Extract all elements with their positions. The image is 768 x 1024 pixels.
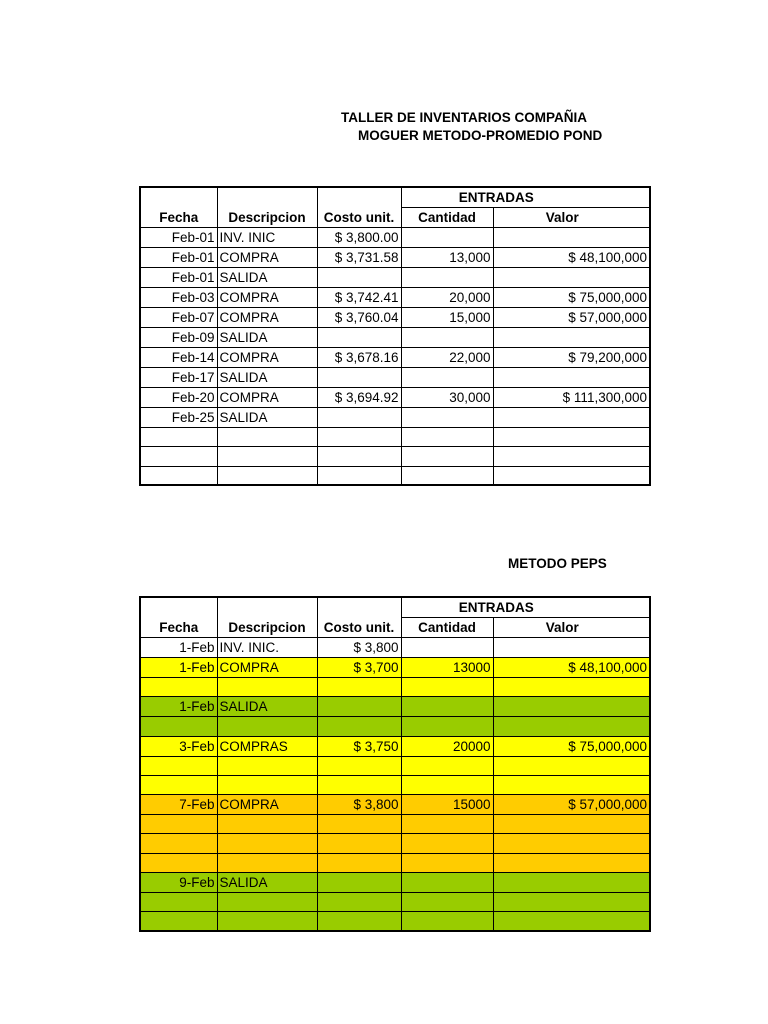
cell-descripcion[interactable] (217, 893, 317, 912)
cell-cantidad[interactable] (401, 428, 493, 447)
cell-cantidad[interactable] (401, 368, 493, 388)
cell-descripcion[interactable]: COMPRA (217, 288, 317, 308)
table-row (140, 447, 650, 466)
header-entradas: ENTRADAS (401, 187, 650, 208)
cell-descripcion[interactable] (217, 912, 317, 931)
sheet-title-line1: TALLER DE INVENTARIOS COMPAÑIA (341, 110, 587, 125)
table-row (140, 873, 650, 893)
table-row (140, 268, 650, 288)
cell-descripcion[interactable]: INV. INIC. (217, 638, 317, 658)
cell-cantidad[interactable]: 20,000 (401, 288, 493, 308)
cell-costo[interactable] (317, 368, 401, 388)
cell-costo[interactable]: $ 3,800 (317, 638, 401, 658)
cell-cantidad[interactable] (401, 756, 493, 775)
cell-fecha[interactable]: Feb-20 (140, 388, 217, 408)
table-row (140, 912, 650, 931)
cell-costo[interactable] (317, 328, 401, 348)
cell-descripcion[interactable]: SALIDA (217, 873, 317, 893)
table-row (140, 893, 650, 912)
table-row (140, 328, 650, 348)
cell-fecha[interactable] (140, 756, 217, 775)
cell-costo[interactable]: $ 3,694.92 (317, 388, 401, 408)
cell-costo[interactable] (317, 853, 401, 872)
cell-valor[interactable] (493, 834, 650, 853)
table-row (140, 717, 650, 736)
cell-fecha[interactable]: Feb-17 (140, 368, 217, 388)
cell-valor[interactable] (493, 912, 650, 931)
cell-descripcion[interactable]: SALIDA (217, 697, 317, 717)
cell-cantidad[interactable] (401, 408, 493, 428)
table1-viewport (138, 185, 648, 497)
cell-descripcion[interactable]: SALIDA (217, 268, 317, 288)
cell-costo[interactable] (317, 678, 401, 697)
cell-descripcion[interactable] (217, 815, 317, 834)
table-row (140, 697, 650, 717)
header-descripcion: Descripcion (217, 187, 317, 228)
cell-valor[interactable]: $ 75,000,000 (493, 736, 650, 756)
cell-cantidad[interactable] (401, 815, 493, 834)
cell-descripcion[interactable] (217, 447, 317, 466)
header-fecha: Fecha (140, 187, 217, 228)
cell-fecha[interactable]: 3-Feb (140, 736, 217, 756)
cell-cantidad[interactable]: 13000 (401, 658, 493, 678)
cell-costo[interactable]: $ 3,800.00 (317, 228, 401, 248)
cell-descripcion[interactable]: INV. INIC (217, 228, 317, 248)
cell-fecha[interactable] (140, 775, 217, 794)
cell-costo[interactable]: $ 3,750 (317, 736, 401, 756)
cell-valor[interactable] (493, 368, 650, 388)
cell-costo[interactable] (317, 834, 401, 853)
table-row (140, 388, 650, 408)
table-row (140, 638, 650, 658)
cell-cantidad[interactable] (401, 678, 493, 697)
cell-costo[interactable] (317, 912, 401, 931)
cell-cantidad[interactable]: 30,000 (401, 388, 493, 408)
header-valor: Valor (493, 208, 650, 228)
header-fecha: Fecha (140, 597, 217, 638)
cell-descripcion[interactable] (217, 756, 317, 775)
cell-cantidad[interactable]: 20000 (401, 736, 493, 756)
table-row (140, 795, 650, 815)
cell-fecha[interactable] (140, 815, 217, 834)
cell-cantidad[interactable] (401, 447, 493, 466)
cell-fecha[interactable] (140, 893, 217, 912)
cell-valor[interactable] (493, 408, 650, 428)
table-row (140, 248, 650, 268)
table-row (140, 853, 650, 872)
cell-costo[interactable] (317, 466, 401, 485)
cell-costo[interactable]: $ 3,700 (317, 658, 401, 678)
header-row-top (140, 597, 650, 618)
cell-descripcion[interactable]: SALIDA (217, 408, 317, 428)
cell-costo[interactable] (317, 893, 401, 912)
cell-descripcion[interactable] (217, 853, 317, 872)
cell-descripcion[interactable] (217, 678, 317, 697)
table-row (140, 815, 650, 834)
cell-costo[interactable]: $ 3,760.04 (317, 308, 401, 328)
cell-descripcion[interactable]: COMPRA (217, 795, 317, 815)
table-row (140, 408, 650, 428)
cell-cantidad[interactable]: 22,000 (401, 348, 493, 368)
cell-valor[interactable]: $ 111,300,000 (493, 388, 650, 408)
cell-cantidad[interactable] (401, 775, 493, 794)
cell-cantidad[interactable]: 13,000 (401, 248, 493, 268)
table-row (140, 834, 650, 853)
cell-fecha[interactable] (140, 912, 217, 931)
cell-valor[interactable] (493, 678, 650, 697)
cell-cantidad[interactable] (401, 268, 493, 288)
table-row (140, 348, 650, 368)
cell-valor[interactable] (493, 268, 650, 288)
cell-descripcion[interactable]: COMPRA (217, 348, 317, 368)
cell-valor[interactable]: $ 48,100,000 (493, 658, 650, 678)
cell-cantidad[interactable] (401, 893, 493, 912)
cell-fecha[interactable]: 1-Feb (140, 638, 217, 658)
cell-fecha[interactable] (140, 466, 217, 485)
cell-cantidad[interactable] (401, 912, 493, 931)
cell-fecha[interactable]: Feb-25 (140, 408, 217, 428)
cell-valor[interactable] (493, 328, 650, 348)
cell-valor[interactable]: $ 57,000,000 (493, 308, 650, 328)
cell-costo[interactable] (317, 447, 401, 466)
cell-costo[interactable]: $ 3,742.41 (317, 288, 401, 308)
cell-fecha[interactable] (140, 853, 217, 872)
cell-fecha[interactable]: Feb-03 (140, 288, 217, 308)
cell-valor[interactable] (493, 756, 650, 775)
cell-cantidad[interactable] (401, 873, 493, 893)
cell-descripcion[interactable]: COMPRA (217, 308, 317, 328)
cell-valor[interactable] (493, 717, 650, 736)
cell-costo[interactable] (317, 873, 401, 893)
cell-costo[interactable] (317, 697, 401, 717)
cell-costo[interactable]: $ 3,800 (317, 795, 401, 815)
title-block (300, 108, 628, 148)
cell-fecha[interactable]: Feb-01 (140, 228, 217, 248)
cell-valor[interactable] (493, 775, 650, 794)
table-row (140, 775, 650, 794)
cell-fecha[interactable]: Feb-09 (140, 328, 217, 348)
cell-costo[interactable] (317, 717, 401, 736)
cell-fecha[interactable] (140, 717, 217, 736)
header-cantidad: Cantidad (401, 618, 493, 638)
table-row (140, 228, 650, 248)
cell-descripcion[interactable]: SALIDA (217, 328, 317, 348)
cell-valor[interactable] (493, 815, 650, 834)
cell-cantidad[interactable] (401, 834, 493, 853)
cell-fecha[interactable]: 9-Feb (140, 873, 217, 893)
cell-costo[interactable] (317, 268, 401, 288)
cell-descripcion[interactable]: COMPRAS (217, 736, 317, 756)
table-row (140, 678, 650, 697)
cell-cantidad[interactable] (401, 853, 493, 872)
table-row (140, 368, 650, 388)
cell-fecha[interactable]: Feb-14 (140, 348, 217, 368)
cell-valor[interactable] (493, 697, 650, 717)
cell-costo[interactable] (317, 428, 401, 447)
cell-cantidad[interactable] (401, 466, 493, 485)
cell-descripcion[interactable]: COMPRA (217, 658, 317, 678)
cell-descripcion[interactable] (217, 428, 317, 447)
table-row (140, 308, 650, 328)
cell-costo[interactable] (317, 408, 401, 428)
cell-fecha[interactable]: Feb-01 (140, 268, 217, 288)
cell-descripcion[interactable] (217, 834, 317, 853)
cell-valor[interactable] (493, 228, 650, 248)
cell-fecha[interactable] (140, 447, 217, 466)
peps-table (139, 596, 651, 932)
cell-fecha[interactable]: Feb-01 (140, 248, 217, 268)
sheet-title-line2: MOGUER METODO-PROMEDIO POND (358, 128, 603, 143)
cell-valor[interactable]: $ 79,200,000 (493, 348, 650, 368)
cell-fecha[interactable]: 1-Feb (140, 658, 217, 678)
cell-cantidad[interactable] (401, 228, 493, 248)
cell-descripcion[interactable] (217, 466, 317, 485)
cell-fecha[interactable]: Feb-07 (140, 308, 217, 328)
promedio-table (139, 186, 651, 486)
peps-title: METODO PEPS (508, 556, 607, 571)
cell-costo[interactable]: $ 3,678.16 (317, 348, 401, 368)
cell-fecha[interactable] (140, 834, 217, 853)
header-entradas: ENTRADAS (401, 597, 650, 618)
cell-valor[interactable] (493, 428, 650, 447)
cell-cantidad[interactable]: 15000 (401, 795, 493, 815)
header-descripcion: Descripcion (217, 597, 317, 638)
cell-valor[interactable] (493, 853, 650, 872)
cell-descripcion[interactable] (217, 717, 317, 736)
cell-descripcion[interactable]: SALIDA (217, 368, 317, 388)
cell-fecha[interactable] (140, 678, 217, 697)
cell-fecha[interactable] (140, 428, 217, 447)
header-row-top (140, 187, 650, 208)
cell-descripcion[interactable]: COMPRA (217, 388, 317, 408)
header-costo: Costo unit. (317, 597, 401, 638)
cell-valor[interactable] (493, 447, 650, 466)
cell-valor[interactable] (493, 638, 650, 658)
cell-valor[interactable] (493, 466, 650, 485)
table2-viewport (138, 595, 648, 947)
table-row (140, 756, 650, 775)
cell-descripcion[interactable] (217, 775, 317, 794)
cell-descripcion[interactable]: COMPRA (217, 248, 317, 268)
cell-costo[interactable] (317, 815, 401, 834)
cell-cantidad[interactable] (401, 697, 493, 717)
cell-fecha[interactable]: 7-Feb (140, 795, 217, 815)
cell-cantidad[interactable] (401, 717, 493, 736)
header-cantidad: Cantidad (401, 208, 493, 228)
table-row (140, 658, 650, 678)
cell-costo[interactable] (317, 756, 401, 775)
cell-valor[interactable]: $ 57,000,000 (493, 795, 650, 815)
cell-costo[interactable] (317, 775, 401, 794)
cell-valor[interactable]: $ 75,000,000 (493, 288, 650, 308)
cell-valor[interactable] (493, 893, 650, 912)
cell-costo[interactable]: $ 3,731.58 (317, 248, 401, 268)
table-row (140, 466, 650, 485)
cell-valor[interactable] (493, 873, 650, 893)
table-row (140, 288, 650, 308)
cell-cantidad[interactable] (401, 328, 493, 348)
header-valor: Valor (493, 618, 650, 638)
table-row (140, 428, 650, 447)
header-costo: Costo unit. (317, 187, 401, 228)
cell-cantidad[interactable] (401, 638, 493, 658)
cell-valor[interactable]: $ 48,100,000 (493, 248, 650, 268)
table-row (140, 736, 650, 756)
cell-cantidad[interactable]: 15,000 (401, 308, 493, 328)
cell-fecha[interactable]: 1-Feb (140, 697, 217, 717)
